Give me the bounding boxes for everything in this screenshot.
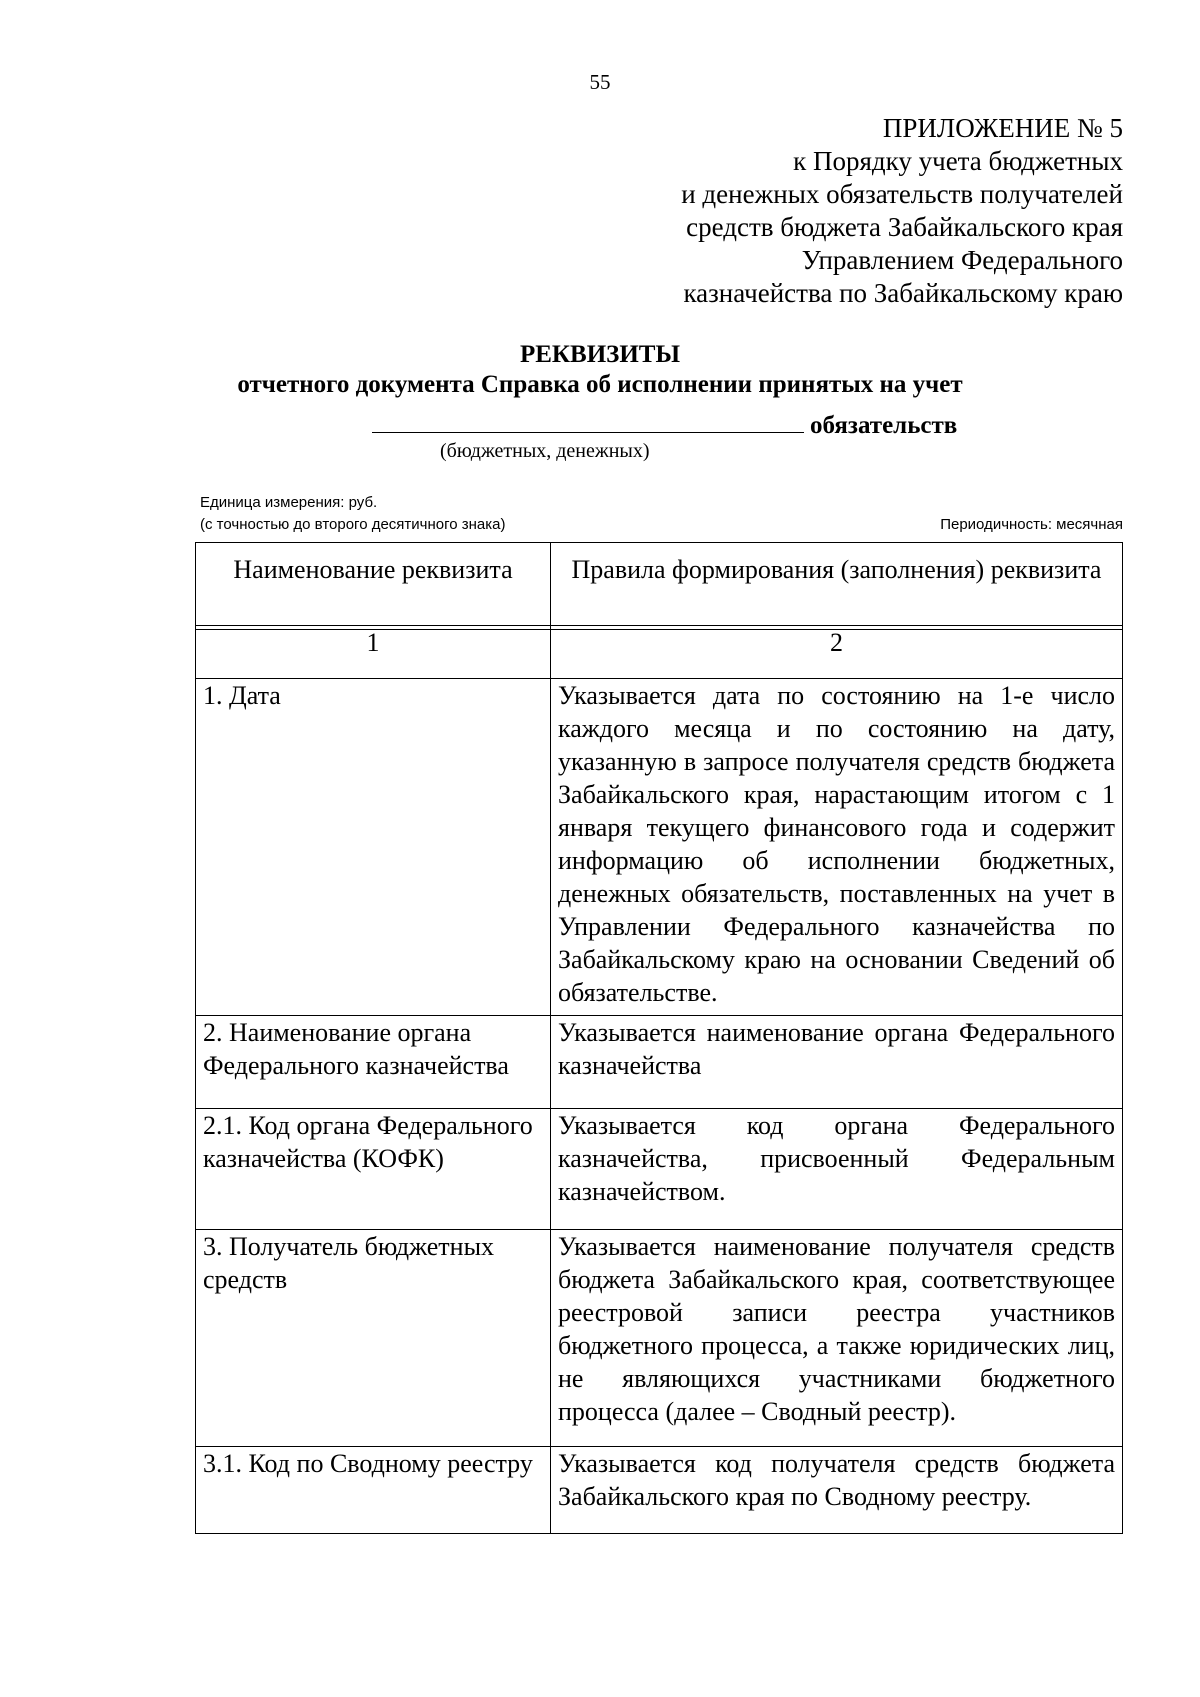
title-line-1: РЕКВИЗИТЫ [519,341,681,368]
precision-note: (с точностью до второго десятичного знака) [200,516,506,533]
appendix-line: и денежных обязательств получателей [681,179,1123,209]
table-header-row [196,543,1123,630]
header-requisite-name: Наименование реквизита [196,543,551,630]
table-row [196,1230,1123,1447]
periodicity: Периодичность: месячная [940,516,1123,533]
requisite-name: 1. Дата [196,679,551,1016]
column-number-row [196,626,1123,679]
requisite-name: 3.1. Код по Сводному реестру [196,1447,551,1534]
requisites-table [195,625,1123,1534]
title-line-3 [372,410,957,440]
column-number: 1 [196,626,551,679]
title-line-3-text: обязательств [810,412,958,439]
fill-in-blank-line [372,410,804,433]
document-title [160,340,1040,400]
requisites-table-header [195,542,1123,630]
requisite-rule: Указывается код органа Федерального казначейства, присвоенный Федеральным казначейством. [551,1109,1123,1230]
table-row [196,679,1123,1016]
page-number: 55 [589,70,611,94]
appendix-line: ПРИЛОЖЕНИЕ № 5 [882,113,1123,143]
requisite-rule: Указывается дата по состоянию на 1-е число каждого месяца и по состоянию на дату, указанную в запросе получателя средств бюджета Забайкальского края, нарастающим итогом с 1 января текущего финансового года и содержит информацию об исполнении бюджетных, денежных обязательств, поставленных на учет в Управлении Федерального казначейства по Забайкальскому краю на основании Сведений об обязательстве. [551,679,1123,1016]
unit-of-measure: Единица измерения: руб. [200,494,378,511]
requisite-rule: Указывается наименование получателя средств бюджета Забайкальского края, соответствующее реестровой записи реестра участников бюджетного процесса, а также юридических лиц, не являющихся участниками бюджетного процесса (далее – Сводный реестр). [551,1230,1123,1447]
requisite-name: 2. Наименование органа Федерального казначейства [196,1016,551,1109]
requisite-rule: Указывается наименование органа Федерального казначейства [551,1016,1123,1109]
title-line-2: отчетного документа Справка об исполнении принятых на учет [237,371,963,398]
appendix-header [563,112,1123,310]
appendix-line: к Порядку учета бюджетных [793,146,1123,176]
table-row [196,1447,1123,1534]
requisite-name: 3. Получатель бюджетных средств [196,1230,551,1447]
appendix-line: средств бюджета Забайкальского края [686,212,1123,242]
requisite-rule: Указывается код получателя средств бюджета Забайкальского края по Сводному реестру. [551,1447,1123,1534]
table-row [196,1109,1123,1230]
requisite-name: 2.1. Код органа Федерального казначейства (КОФК) [196,1109,551,1230]
appendix-line: Управлением Федерального [801,245,1123,275]
blank-caption: (бюджетных, денежных) [440,440,650,462]
header-filling-rules: Правила формирования (заполнения) реквизита [551,543,1123,630]
appendix-line: казначейства по Забайкальскому краю [683,278,1123,308]
table-row [196,1016,1123,1109]
column-number: 2 [551,626,1123,679]
